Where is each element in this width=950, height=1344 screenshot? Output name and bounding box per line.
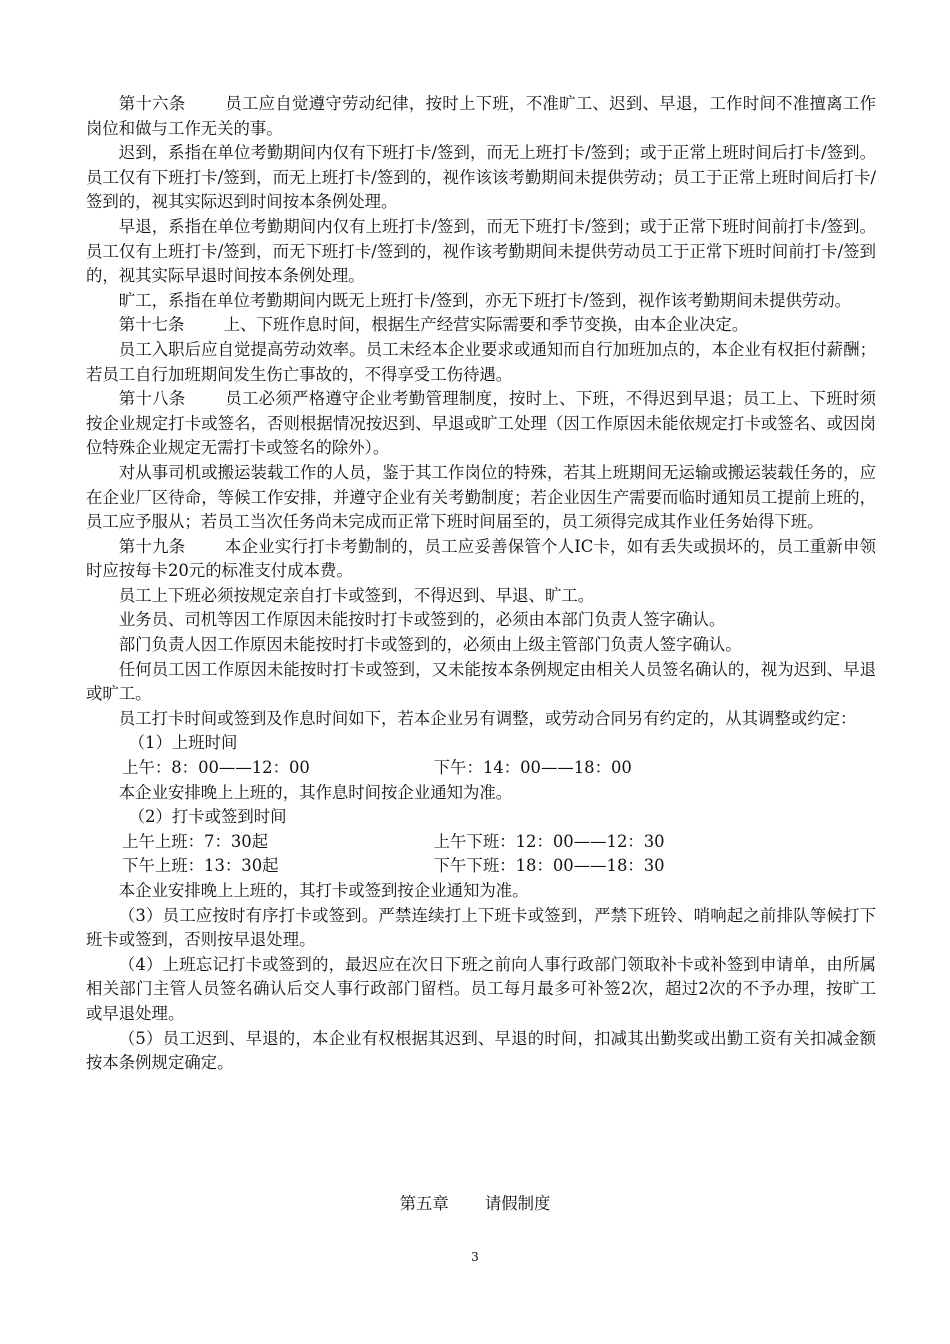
page-number: 3 — [471, 1250, 479, 1264]
punch-pm-in: 下午上班：13：30起 — [122, 856, 279, 876]
punch-am-out: 上午下班：12：00——12：30 — [433, 831, 665, 851]
rule-unconfirmed: 任何员工因工作原因未能按时打卡或签到，又未能按本条例规定由相关人员签名确认的，视为迟到、早退或旷工。 — [86, 659, 876, 704]
document-body — [86, 92, 876, 1076]
article-16 — [86, 92, 876, 141]
work-time-row — [86, 756, 876, 781]
punch-time-row-pm — [86, 854, 876, 879]
rule-staff-confirm: 业务员、司机等因工作原因未能按时打卡或签到的，必须由本部门负责人签字确认。 — [118, 610, 726, 630]
article-18-text: 员工必须严格遵守企业考勤管理制度，按时上、下班，不得迟到早退；员工上、下班时须按企业规定打卡或签名，否则根据情况按迟到、早退或旷工处理（因工作原因未能依规定打卡或签名、或因岗位特殊企业规定无需打卡或签名的除外）。 — [86, 389, 877, 458]
work-time-morning: 上午：8：00——12：00 — [122, 758, 310, 778]
punch-time-night-note: 本企业安排晚上上班的，其打卡或签到按企业通知为准。 — [118, 881, 529, 900]
early-leave-definition: 早退，系指在单位考勤期间内仅有上班打卡/签到，而无下班打卡/签到；或于正常下班时间前打卡/签到。员工仅有上班打卡/签到，而无下班打卡/签到的，视作该考勤期间未提供劳动员工于正常下班时间前打卡/签到的，视其实际早退时间按本条例处理。 — [86, 216, 876, 286]
punch-am-in: 上午上班：7：30起 — [122, 831, 269, 851]
work-time-heading: （1）上班时间 — [128, 733, 238, 753]
article-17 — [86, 313, 876, 338]
punch-pm-out: 下午下班：18：00——18：30 — [433, 856, 665, 876]
late-definition: 迟到，系指在单位考勤期间内仅有下班打卡/签到，而无上班打卡/签到；或于正常上班时间后打卡/签到。员工仅有下班打卡/签到，而无上班打卡/签到的，视作该该考勤期间未提供劳动；员工于正常上班时间后打卡/签到的，视其实际迟到时间按本条例处理。 — [86, 143, 876, 212]
rule-manager-confirm: 部门负责人因工作原因未能按时打卡或签到的，必须由上级主管部门负责人签字确认。 — [118, 635, 742, 655]
drivers-paragraph: 对从事司机或搬运装载工作的人员，鉴于其工作岗位的特殊，若其上班期间无运输或搬运装载任务的，应在企业厂区待命，等候工作安排，并遵守企业有关考勤制度；若企业因生产需要而临时通知员工提前上班的，员工应予服从；若员工当次任务尚未完成而正常下班时间届至的，员工须得完成其作业任务始得下班。 — [86, 462, 876, 532]
item-5: （5）员工迟到、早退的，本企业有权根据其迟到、早退的时间，扣减其出勤奖或出勤工资有关扣减金额按本条例规定确定。 — [86, 1028, 876, 1073]
article-17-label: 第十七条 — [118, 315, 185, 335]
absence-definition: 旷工，系指在单位考勤期间内既无上班打卡/签到，亦无下班打卡/签到，视作该考勤期间未提供劳动。 — [118, 290, 852, 310]
overtime-paragraph: 员工入职后应自觉提高劳动效率。员工未经本企业要求或通知而自行加班加点的，本企业有权拒付薪酬；若员工自行加班期间发生伤亡事故的，不得享受工伤待遇。 — [86, 339, 876, 384]
chapter-heading — [0, 1190, 950, 1214]
punch-time-heading: （2）打卡或签到时间 — [128, 807, 287, 827]
punch-time-row-am — [86, 830, 876, 855]
article-18 — [86, 387, 876, 461]
article-16-label: 第十六条 — [118, 94, 186, 113]
item-3: （3）员工应按时有序打卡或签到。严禁连续打上下班卡或签到，严禁下班铃、哨响起之前排队等候打下班卡或签到，否则按早退处理。 — [86, 905, 876, 950]
chapter-title: 请假制度 — [484, 1194, 551, 1213]
rule-personal-punch: 员工上下班必须按规定亲自打卡或签到，不得迟到、早退、旷工。 — [118, 585, 595, 605]
item-4: （4）上班忘记打卡或签到的，最迟应在次日下班之前向人事行政部门领取补卡或补签到申请单，由所属相关部门主管人员签名确认后交人事行政部门留档。员工每月最多可补签2次，超过2次的不予办理，按旷工或早退处理。 — [86, 954, 876, 1023]
rule-schedule-intro: 员工打卡时间或签到及作息时间如下，若本企业另有调整，或劳动合同另有约定的，从其调整或约定： — [118, 708, 857, 728]
article-19-label: 第十九条 — [118, 536, 186, 556]
work-time-night-note: 本企业安排晚上上班的，其作息时间按企业通知为准。 — [118, 782, 513, 802]
article-19-text: 本企业实行打卡考勤制的，员工应妥善保管个人IC卡，如有丢失或损坏的，员工重新申领时应按每卡20元的标准支付成本费。 — [86, 536, 877, 581]
article-17-text: 上、下班作息时间，根据生产经营实际需要和季节变换，由本企业决定。 — [223, 315, 749, 335]
work-time-afternoon: 下午：14：00——18：00 — [433, 758, 632, 778]
article-18-label: 第十八条 — [118, 389, 186, 409]
article-16-text: 员工应自觉遵守劳动纪律，按时上下班，不准旷工、迟到、早退，工作时间不准擅离工作岗位和做与工作无关的事。 — [86, 94, 877, 138]
chapter-number: 第五章 — [399, 1194, 449, 1213]
article-19 — [86, 535, 876, 584]
